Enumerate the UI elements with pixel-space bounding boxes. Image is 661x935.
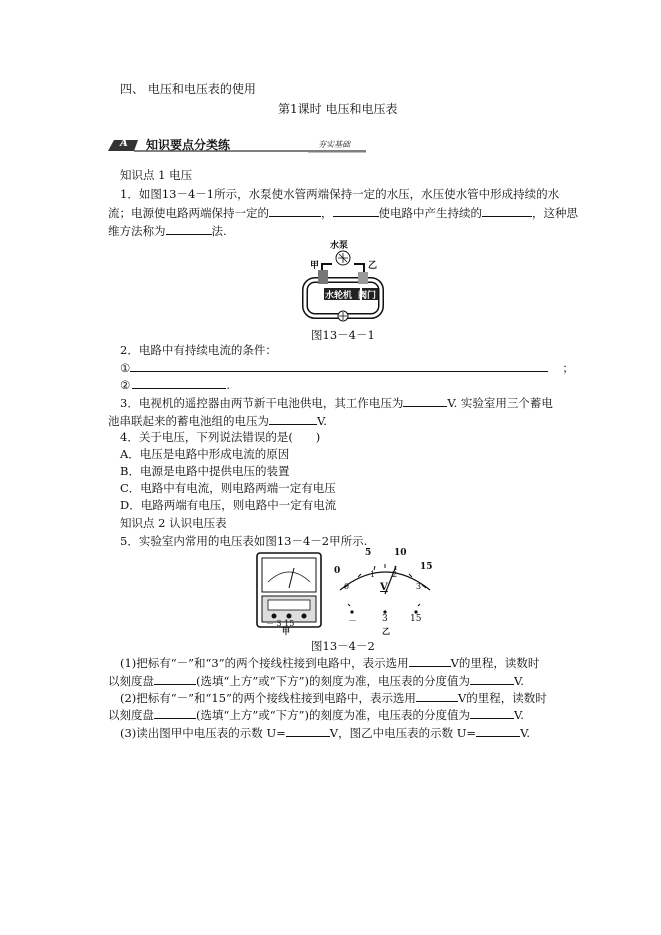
q5-text: V.	[514, 708, 524, 722]
q2-condition-2	[120, 377, 230, 392]
q2-blank-1[interactable]	[130, 360, 548, 372]
q2-condition-1	[120, 360, 574, 375]
q5-text: (选填“上方”或“下方”)的刻度为准，电压表的分度值为	[196, 674, 470, 688]
q5-text: (选填“上方”或“下方”)的刻度为准，电压表的分度值为	[196, 708, 470, 722]
q2-punct: ；	[562, 361, 574, 375]
banner-badge: A	[120, 138, 128, 149]
q1-blank-3[interactable]	[482, 205, 532, 217]
q2-blank-2[interactable]	[132, 377, 226, 389]
q3-blank-2[interactable]	[269, 413, 317, 425]
q4-stem: 4．关于电压，下列说法错误的是( )	[120, 430, 321, 444]
q3-blank-1[interactable]	[403, 395, 447, 407]
q5-blank-4[interactable]	[416, 690, 458, 702]
q1-text: 维方法称为	[108, 224, 166, 238]
dial-terminal-minus: －	[348, 617, 358, 627]
q3-text: 3．电视机的遥控器由两节新干电池供电，其工作电压为	[120, 396, 404, 410]
q5-blank-2[interactable]	[154, 673, 196, 685]
q1-text: 流；电源使电路两端保持一定的	[108, 206, 269, 220]
fig2-jia-terminals: － 3 15	[266, 619, 295, 628]
q5-text: V的里程，读数时	[450, 656, 540, 670]
banner-right: 夯实基础	[318, 140, 350, 149]
q1-text: 使电路中产生持续的	[378, 206, 482, 220]
q1-blank-4[interactable]	[166, 223, 212, 235]
q2-stem: 2．电路中有持续电流的条件：	[120, 343, 277, 357]
dial-terminal-15: 15	[410, 614, 422, 624]
q3-text: 池串联起来的蓄电池组的电压为	[108, 414, 269, 428]
q5-part2-line2	[108, 707, 524, 722]
q5-text: V.	[520, 726, 531, 740]
q5-blank-1[interactable]	[409, 655, 451, 667]
q2-marker: ②	[120, 378, 131, 392]
q1-line3	[108, 223, 227, 238]
dial-lower-tick-2: 2	[392, 570, 398, 579]
q1-text: 法.	[211, 224, 227, 238]
banner-title: 知识要点分类练	[146, 138, 231, 152]
q5-stem: 5．实验室内常用的电压表如图13－4－2甲所示.	[120, 534, 368, 548]
q5-part1-line1	[120, 655, 539, 670]
q5-text: 以刻度盘	[108, 674, 154, 688]
figure-water-circuit	[300, 238, 386, 326]
fig2-yi-label: 乙	[382, 626, 390, 636]
figure-voltmeter-device	[256, 552, 322, 636]
q4-option-c[interactable]: C．电路中有电流，则电路两端一定有电压	[120, 481, 336, 495]
q5-blank-8[interactable]	[476, 725, 520, 737]
q5-blank-5[interactable]	[154, 707, 196, 719]
q4-option-d[interactable]: D．电路两端有电压，则电路中一定有电流	[120, 498, 337, 512]
q3-line2	[108, 413, 327, 428]
fig1-yi-label: 乙	[368, 261, 378, 271]
dial-lower-tick-3: 3	[416, 582, 422, 591]
q5-blank-7[interactable]	[286, 725, 330, 737]
figure-voltmeter-dial	[330, 548, 440, 638]
figure-1-caption: 图13－4－1	[311, 328, 375, 342]
q5-text: V.	[514, 674, 524, 688]
q5-text: V，图乙中电压表的示数 U=	[329, 726, 477, 740]
dial-upper-tick-15: 15	[420, 562, 433, 572]
q5-part1-line2	[108, 673, 524, 688]
q3-text: V. 实验室用三个蓄电	[447, 396, 553, 410]
q1-text: ，这种思	[532, 206, 578, 220]
q1-blank-1[interactable]	[269, 205, 321, 217]
q5-part2-line1	[120, 690, 547, 705]
q2-punct: .	[226, 378, 230, 392]
q1-line2	[108, 205, 578, 220]
q4-option-b[interactable]: B．电源是电路中提供电压的装置	[120, 464, 290, 478]
fig1-turbine-label: 水轮机	[325, 291, 353, 301]
dial-upper-tick-0: 0	[334, 566, 341, 576]
fig1-jia-label: 甲	[310, 261, 320, 271]
q3-line1	[120, 395, 553, 410]
dial-terminal-3: 3	[382, 614, 388, 624]
fig2-jia-label: 甲	[282, 626, 290, 636]
q5-text: 以刻度盘	[108, 708, 154, 722]
q5-blank-3[interactable]	[470, 673, 514, 685]
q5-text: (1)把标有“－”和“3”的两个接线柱接到电路中，表示选用	[120, 656, 409, 670]
q1-line1: 1．如图13－4－1所示，水泵使水管两端保持一定的水压，水压使水管中形成持续的水	[120, 187, 560, 201]
section-banner	[108, 139, 366, 151]
lesson-title: 第1课时 电压和电压表	[278, 102, 398, 116]
q5-text: (3)读出图甲中电压表的示数 U=	[120, 726, 286, 740]
fig1-pump-label: 水泵	[330, 241, 349, 251]
q1-text: ，	[321, 206, 333, 220]
q4-option-a[interactable]: A．电压是电路中形成电流的原因	[120, 447, 290, 461]
q5-text: V的里程，读数时	[457, 691, 547, 705]
dial-unit-label: V	[380, 582, 388, 593]
dial-upper-tick-10: 10	[394, 548, 407, 558]
q3-text: V.	[317, 414, 327, 428]
section-title: 四、 电压和电压表的使用	[120, 82, 256, 96]
fig1-valve-label: 阀门	[358, 291, 377, 301]
q5-text: (2)把标有“－”和“15”的两个接线柱接到电路中，表示选用	[120, 691, 416, 705]
q2-marker: ①	[120, 361, 131, 375]
knowledge-point-1: 知识点 1 电压	[120, 168, 193, 182]
q1-blank-2[interactable]	[333, 205, 379, 217]
knowledge-point-2: 知识点 2 认识电压表	[120, 516, 227, 530]
figure-2-caption: 图13－4－2	[311, 639, 375, 653]
dial-lower-tick-0: 0	[344, 582, 350, 591]
q5-blank-6[interactable]	[470, 707, 514, 719]
dial-lower-tick-1: 1	[370, 570, 376, 579]
q5-part3	[120, 725, 530, 740]
dial-upper-tick-5: 5	[365, 548, 372, 558]
